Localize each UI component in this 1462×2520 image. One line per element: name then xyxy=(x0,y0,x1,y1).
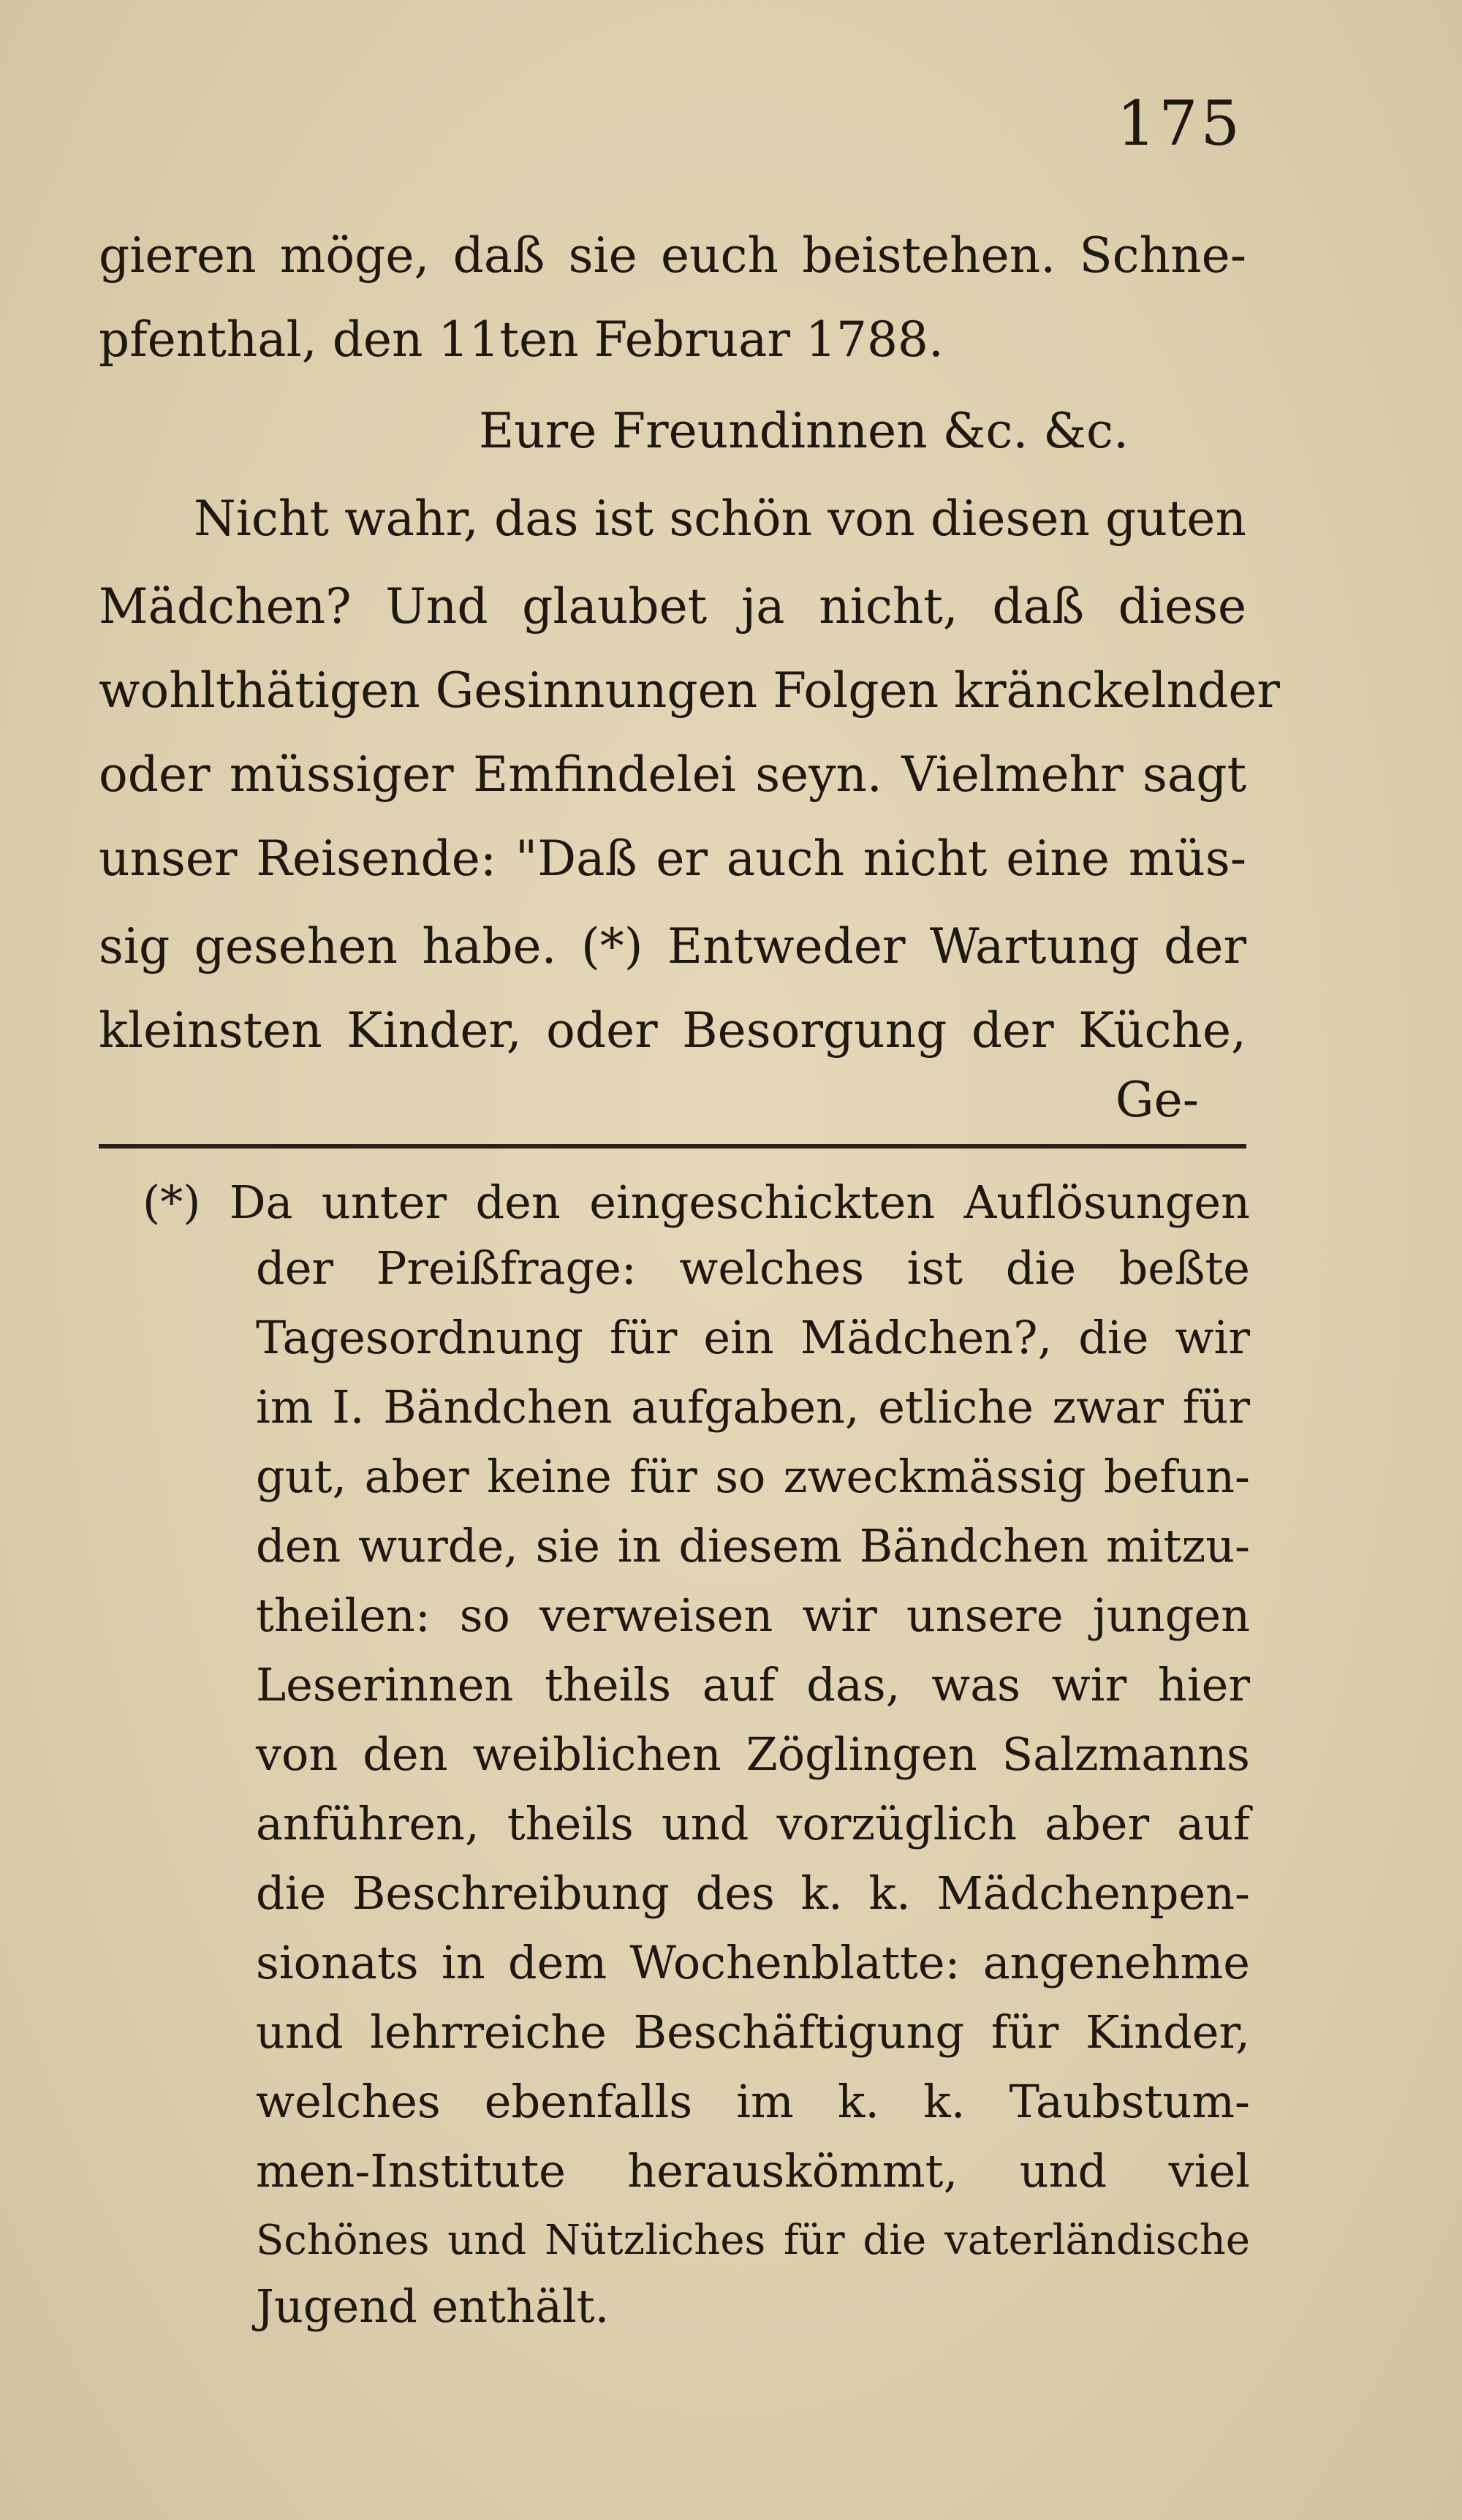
page-number: 175 xyxy=(1116,88,1243,159)
footnote-line: die Beschreibung des k. k. Mädchenpen- xyxy=(256,1866,1250,1920)
footnote-line: theilen: so verweisen wir unsere jungen xyxy=(256,1589,1250,1642)
catchword: Ge- xyxy=(1115,1072,1199,1128)
footnote-line: (*) Da unter den eingeschickten Auflösungen xyxy=(143,1176,1250,1229)
footnote-line: gut, aber keine für so zweckmässig befun- xyxy=(256,1450,1250,1503)
text-line: sig gesehen habe. (*) Entweder Wartung der xyxy=(99,918,1246,975)
footnote-line: men-Institute herauskömmt, und viel xyxy=(256,2144,1250,2198)
text-line: kleinsten Kinder, oder Besorgung der Küche, xyxy=(99,1002,1246,1059)
footnote-line: sionats in dem Wochenblatte: angenehme xyxy=(256,1936,1250,1989)
footnote-line: von den weiblichen Zöglingen Salzmanns xyxy=(256,1728,1250,1781)
text-line: Nicht wahr, das ist schön von diesen guten xyxy=(194,491,1246,547)
text-line: wohlthätigen Gesinnungen Folgen kränckelnder xyxy=(99,662,1280,719)
closing-line: Eure Freundinnen &c. &c. xyxy=(479,403,1129,459)
text-line: pfenthal, den 11ten Februar 1788. xyxy=(99,311,944,368)
footnote-line: Tagesordnung für ein Mädchen?, die wir xyxy=(256,1311,1250,1364)
footnote-line: anführen, theils und vorzüglich aber auf xyxy=(256,1797,1250,1850)
text-line: oder müssiger Emfindelei seyn. Vielmehr sagt xyxy=(99,746,1246,803)
footnote-rule xyxy=(99,1144,1246,1149)
footnote-line: der Preißfrage: welches ist die beßte xyxy=(256,1241,1250,1295)
footnote-line: und lehrreiche Beschäftigung für Kinder, xyxy=(256,2005,1250,2059)
footnote-line: Schönes und Nützliches für die vaterländische xyxy=(256,2217,1250,2264)
text-line: unser Reisende: "Daß er auch nicht eine müs- xyxy=(99,830,1246,887)
text-line: Mädchen? Und glaubet ja nicht, daß diese xyxy=(99,578,1246,635)
text-line: gieren möge, daß sie euch beistehen. Schne- xyxy=(99,227,1246,284)
footnote-line: Jugend enthält. xyxy=(256,2279,610,2333)
footnote-line: den wurde, sie in diesem Bändchen mitzu- xyxy=(256,1519,1250,1573)
footnote-line: welches ebenfalls im k. k. Taubstum- xyxy=(256,2075,1250,2128)
footnote-line: Leserinnen theils auf das, was wir hier xyxy=(256,1658,1250,1711)
footnote-line: im I. Bändchen aufgaben, etliche zwar für xyxy=(256,1380,1250,1434)
